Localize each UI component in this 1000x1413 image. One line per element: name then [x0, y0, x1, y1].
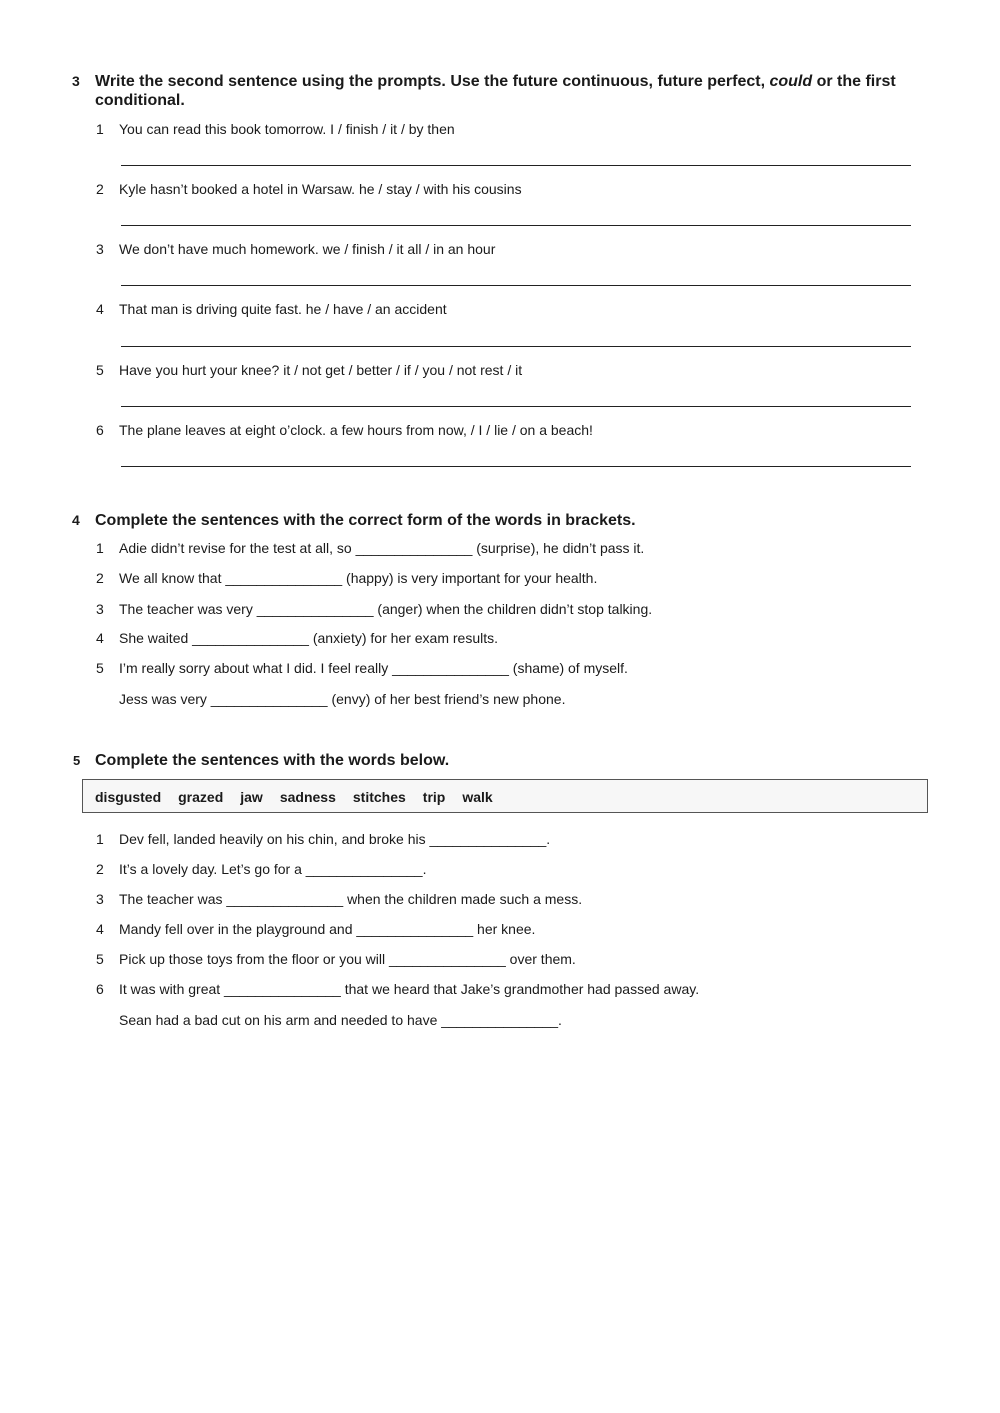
- item-prompt: The plane leaves at eight o’clock. a few hours from now, / I / lie / on a beach!: [119, 422, 593, 438]
- word-bank-item[interactable]: sadness: [279, 789, 336, 805]
- word-bank-item[interactable]: trip: [422, 789, 446, 805]
- answer-line[interactable]: [121, 285, 911, 286]
- exercise-number: 4: [72, 512, 80, 528]
- item-number: 1: [96, 121, 104, 137]
- item-prompt: You can read this book tomorrow. I / finish / it / by then: [119, 121, 455, 137]
- item-number: 1: [96, 831, 104, 847]
- item-number: 2: [96, 570, 104, 586]
- instruction-text-end: or the first conditional.: [95, 73, 896, 109]
- item-number: 3: [96, 891, 104, 907]
- word-bank-item[interactable]: grazed: [178, 789, 224, 805]
- item-sentence[interactable]: I’m really sorry about what I did. I feel really _______________ (shame) of myself.: [119, 660, 628, 676]
- word-bank-item[interactable]: disgusted: [95, 789, 162, 805]
- item-number: 4: [96, 921, 104, 937]
- item-number: 6: [96, 981, 104, 997]
- item-number: 5: [96, 660, 104, 676]
- item-sentence[interactable]: Mandy fell over in the playground and _______________ her knee.: [119, 921, 536, 937]
- exercise-number: 5: [73, 753, 81, 768]
- item-sentence[interactable]: Adie didn’t revise for the test at all, so _______________ (surprise), he didn’t pass it.: [119, 540, 645, 556]
- item-number: 5: [96, 362, 104, 378]
- answer-line[interactable]: [121, 165, 911, 166]
- word-bank-list: [95, 789, 493, 805]
- item-number: 6: [96, 422, 104, 438]
- exercise-instruction: Complete the sentences with the words below.: [95, 752, 450, 769]
- item-number: 1: [96, 540, 104, 556]
- word-bank-item[interactable]: walk: [462, 789, 493, 805]
- exercise-instruction: [95, 72, 925, 110]
- item-number: 3: [96, 241, 104, 257]
- exercise-number: 3: [72, 73, 80, 89]
- item-sentence[interactable]: It was with great _______________ that we heard that Jake’s grandmother had passed away.: [119, 981, 700, 997]
- item-number: 3: [96, 601, 104, 617]
- item-number: 5: [96, 951, 104, 967]
- item-prompt: We don’t have much homework. we / finish / it all / in an hour: [119, 241, 496, 257]
- word-bank-box: [82, 779, 928, 813]
- exercise-instruction: Complete the sentences with the correct form of the words in brackets.: [95, 512, 636, 529]
- item-sentence[interactable]: We all know that _______________ (happy) is very important for your health.: [119, 570, 598, 586]
- answer-line[interactable]: [121, 406, 911, 407]
- item-number: 4: [96, 301, 104, 317]
- word-bank-item[interactable]: stitches: [352, 789, 406, 805]
- answer-line[interactable]: [121, 225, 911, 226]
- item-sentence[interactable]: She waited _______________ (anxiety) for her exam results.: [119, 630, 499, 646]
- item-number: 2: [96, 861, 104, 877]
- item-sentence[interactable]: It’s a lovely day. Let’s go for a _______________.: [119, 861, 427, 877]
- item-prompt: That man is driving quite fast. he / have / an accident: [119, 301, 447, 317]
- item-prompt: Have you hurt your knee? it / not get / better / if / you / not rest / it: [119, 362, 523, 378]
- item-sentence[interactable]: The teacher was _______________ when the children made such a mess.: [119, 891, 583, 907]
- instruction-text: Write the second sentence using the prompts. Use the future continuous, future perfect,: [95, 73, 770, 90]
- item-sentence[interactable]: Dev fell, landed heavily on his chin, and broke his _______________.: [119, 831, 551, 847]
- item-sentence[interactable]: Sean had a bad cut on his arm and needed to have _______________.: [119, 1012, 562, 1028]
- item-sentence[interactable]: Pick up those toys from the floor or you will _______________ over them.: [119, 951, 576, 967]
- word-bank-item[interactable]: jaw: [240, 789, 263, 805]
- item-number: 4: [96, 630, 104, 646]
- item-prompt: Kyle hasn’t booked a hotel in Warsaw. he / stay / with his cousins: [119, 181, 522, 197]
- item-sentence[interactable]: The teacher was very _______________ (anger) when the children didn’t stop talking.: [119, 601, 653, 617]
- item-number: 2: [96, 181, 104, 197]
- answer-line[interactable]: [121, 346, 911, 347]
- answer-line[interactable]: [121, 466, 911, 467]
- instruction-italic-word: could: [769, 73, 813, 90]
- item-sentence[interactable]: Jess was very _______________ (envy) of her best friend’s new phone.: [119, 691, 566, 707]
